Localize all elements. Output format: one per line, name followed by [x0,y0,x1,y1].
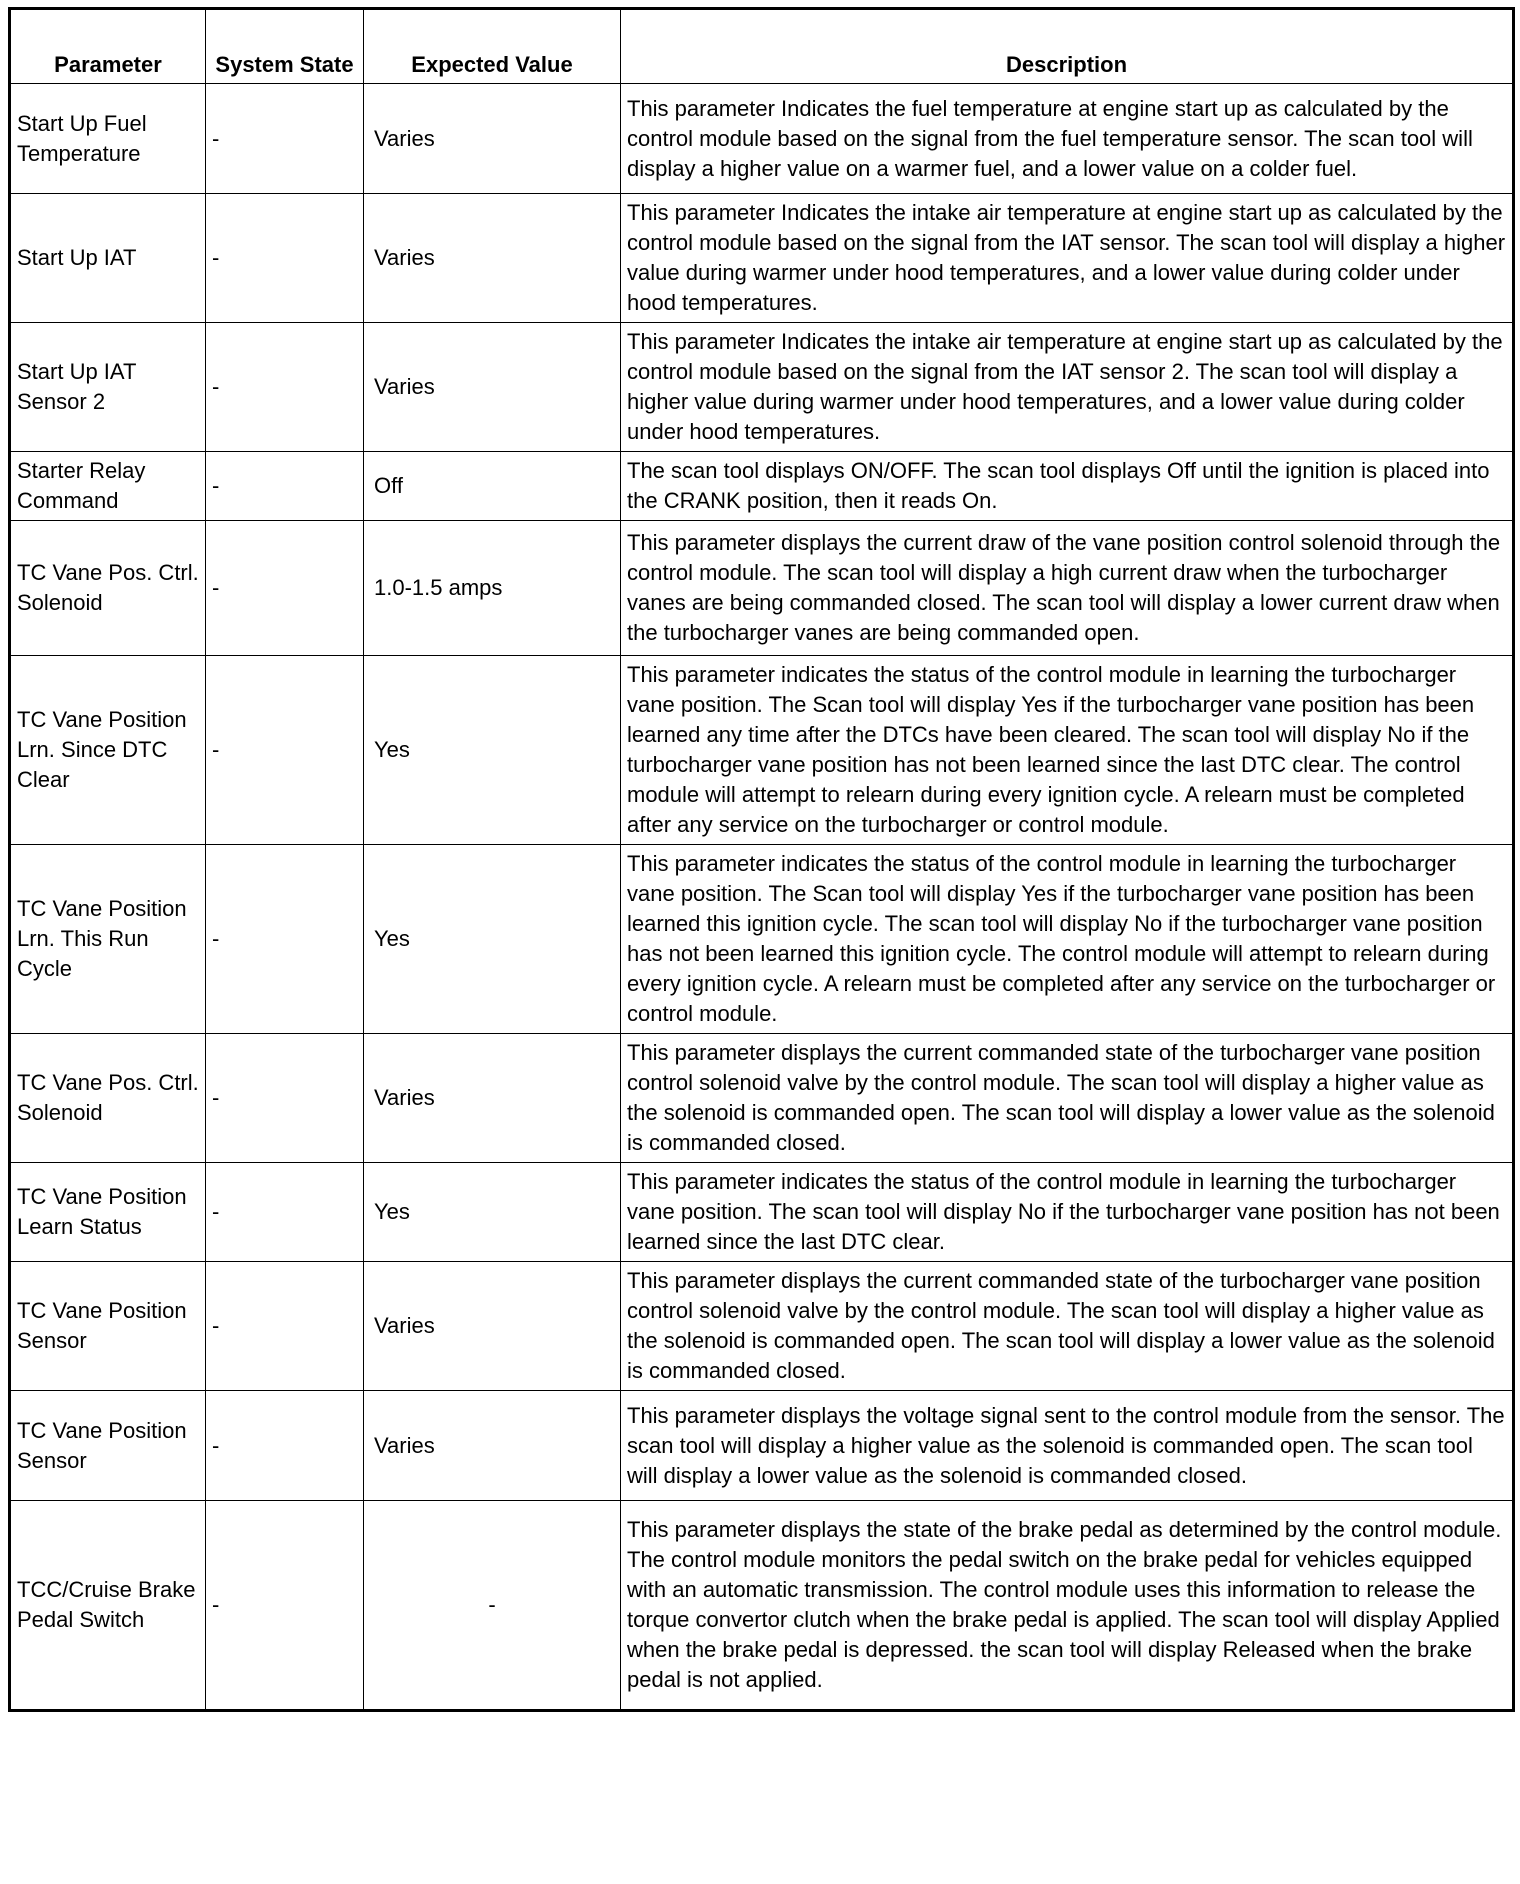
cell-parameter: TC Vane Position Sensor [10,1391,206,1501]
cell-expected-value: Off [364,452,621,521]
cell-parameter: TCC/Cruise Brake Pedal Switch [10,1501,206,1711]
cell-expected-value: Varies [364,1391,621,1501]
cell-expected-value: Yes [364,845,621,1034]
header-parameter: Parameter [10,9,206,84]
cell-system-state: - [206,1034,364,1163]
cell-parameter: TC Vane Position Learn Status [10,1163,206,1262]
cell-parameter: TC Vane Pos. Ctrl. Solenoid [10,521,206,656]
cell-system-state: - [206,1391,364,1501]
cell-description: This parameter Indicates the fuel temperature at engine start up as calculated by the control module based on the signal from the fuel temperature sensor. The scan tool will display a higher value on a warmer fuel, and a lower value on a colder fuel. [621,84,1514,194]
table-row [10,521,1514,656]
cell-description: This parameter Indicates the intake air temperature at engine start up as calculated by the control module based on the signal from the IAT sensor 2. The scan tool will display a higher value during warmer under hood temperatures, and a lower value during colder under hood temperatures. [621,323,1514,452]
cell-expected-value: Varies [364,194,621,323]
cell-system-state: - [206,84,364,194]
table-row [10,323,1514,452]
cell-system-state: - [206,452,364,521]
cell-parameter: Start Up IAT [10,194,206,323]
cell-expected-value: Yes [364,1163,621,1262]
cell-parameter: TC Vane Position Lrn. This Run Cycle [10,845,206,1034]
cell-description: This parameter displays the state of the brake pedal as determined by the control module. The control module monitors the pedal switch on the brake pedal for vehicles equipped with an automatic transmission. The control module uses this information to release the torque convertor clutch when the brake pedal is applied. The scan tool will display Applied when the brake pedal is depressed. the scan tool will display Released when the brake pedal is not applied. [621,1501,1514,1711]
table-row [10,1262,1514,1391]
cell-description: This parameter displays the current draw of the vane position control solenoid through the control module. The scan tool will display a high current draw when the turbocharger vanes are being commanded closed. The scan tool will display a lower current draw when the turbocharger vanes are being commanded open. [621,521,1514,656]
cell-system-state: - [206,656,364,845]
table-row [10,194,1514,323]
table-row [10,656,1514,845]
cell-expected-value: - [364,1501,621,1711]
table-row [10,1391,1514,1501]
parameter-table-container [8,7,1512,1712]
cell-description: This parameter displays the current commanded state of the turbocharger vane position control solenoid valve by the control module. The scan tool will display a higher value as the solenoid is commanded open. The scan tool will display a lower value as the solenoid is commanded closed. [621,1034,1514,1163]
cell-parameter: TC Vane Pos. Ctrl. Solenoid [10,1034,206,1163]
cell-parameter: Starter Relay Command [10,452,206,521]
cell-parameter: Start Up IAT Sensor 2 [10,323,206,452]
cell-parameter: TC Vane Position Lrn. Since DTC Clear [10,656,206,845]
cell-description: The scan tool displays ON/OFF. The scan tool displays Off until the ignition is placed into the CRANK position, then it reads On. [621,452,1514,521]
cell-parameter: Start Up Fuel Temperature [10,84,206,194]
header-description: Description [621,9,1514,84]
cell-expected-value: 1.0-1.5 amps [364,521,621,656]
cell-expected-value: Yes [364,656,621,845]
table-row [10,1501,1514,1711]
table-row [10,845,1514,1034]
cell-system-state: - [206,1501,364,1711]
table-row [10,84,1514,194]
cell-system-state: - [206,845,364,1034]
cell-description: This parameter indicates the status of the control module in learning the turbocharger vane position. The scan tool will display No if the turbocharger vane position has not been learned since the last DTC clear. [621,1163,1514,1262]
cell-description: This parameter indicates the status of the control module in learning the turbocharger vane position. The Scan tool will display Yes if the turbocharger vane position has been learned any time after the DTCs have been cleared. The scan tool will display No if the turbocharger vane position has not been learned since the last DTC clear. The control module will attempt to relearn during every ignition cycle. A relearn must be completed after any service on the turbocharger or control module. [621,656,1514,845]
cell-expected-value: Varies [364,323,621,452]
cell-system-state: - [206,1163,364,1262]
parameter-table [8,7,1515,1712]
header-expected-value: Expected Value [364,9,621,84]
cell-description: This parameter displays the current commanded state of the turbocharger vane position control solenoid valve by the control module. The scan tool will display a higher value as the solenoid is commanded open. The scan tool will display a lower value as the solenoid is commanded closed. [621,1262,1514,1391]
cell-system-state: - [206,323,364,452]
cell-description: This parameter indicates the status of the control module in learning the turbocharger vane position. The Scan tool will display Yes if the turbocharger vane position has been learned this ignition cycle. The scan tool will display No if the turbocharger vane position has not been learned this ignition cycle. The control module will attempt to relearn during every ignition cycle. A relearn must be completed after any service on the turbocharger or control module. [621,845,1514,1034]
cell-expected-value: Varies [364,84,621,194]
cell-expected-value: Varies [364,1262,621,1391]
cell-description: This parameter displays the voltage signal sent to the control module from the sensor. The scan tool will display a higher value as the solenoid is commanded open. The scan tool will display a lower value as the solenoid is commanded closed. [621,1391,1514,1501]
table-row [10,1034,1514,1163]
cell-system-state: - [206,521,364,656]
cell-expected-value: Varies [364,1034,621,1163]
table-header-row [10,9,1514,84]
table-row [10,452,1514,521]
cell-system-state: - [206,1262,364,1391]
cell-parameter: TC Vane Position Sensor [10,1262,206,1391]
cell-description: This parameter Indicates the intake air temperature at engine start up as calculated by the control module based on the signal from the IAT sensor. The scan tool will display a higher value during warmer under hood temperatures, and a lower value during colder under hood temperatures. [621,194,1514,323]
header-system-state: System State [206,9,364,84]
table-row [10,1163,1514,1262]
cell-system-state: - [206,194,364,323]
